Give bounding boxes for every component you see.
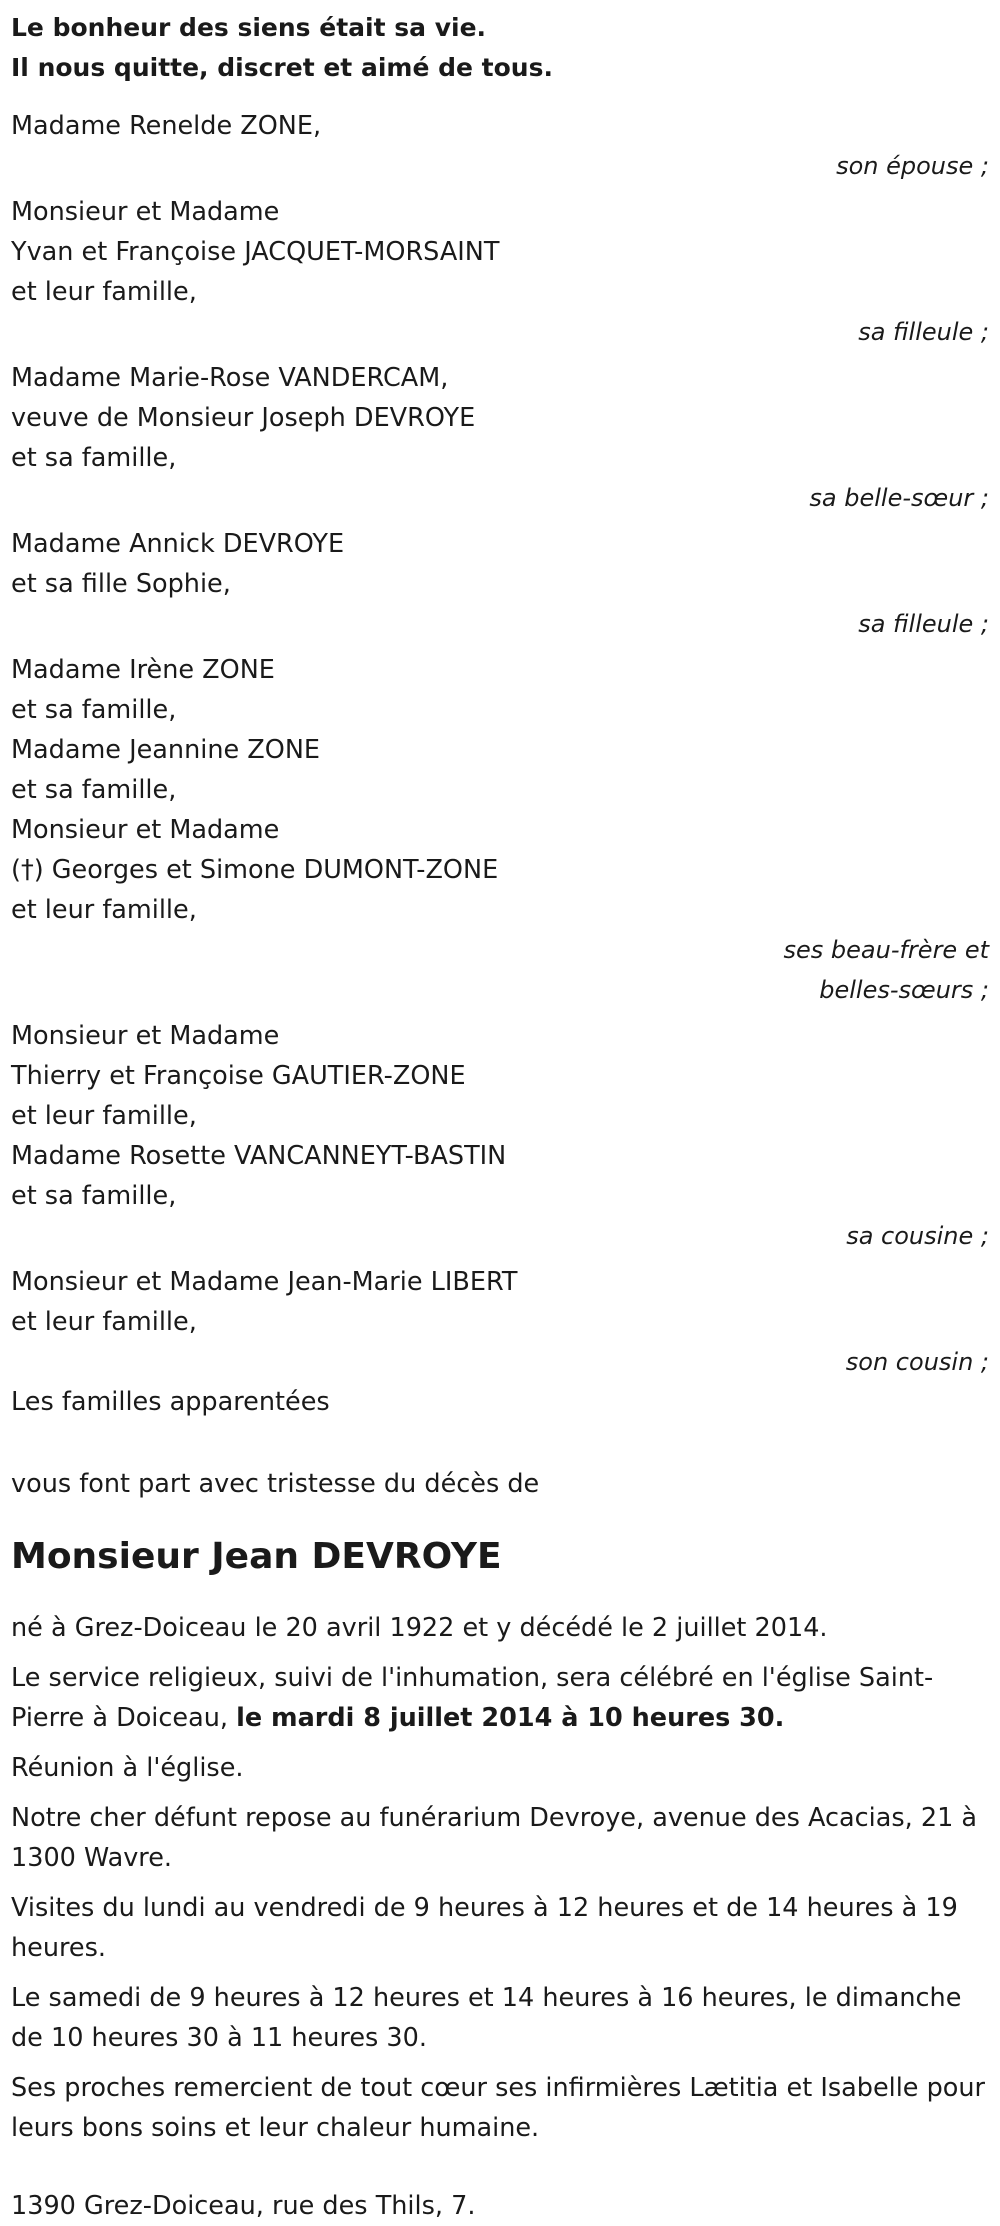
- mourner-line: Thierry et Françoise GAUTIER-ZONE: [11, 1061, 466, 1091]
- relation-label: sa filleule ;: [858, 610, 989, 638]
- birth-death-info: né à Grez-Doiceau le 20 avril 1922 et y décédé le 2 juillet 2014.: [11, 1613, 828, 1643]
- meeting-info: Réunion à l'église.: [11, 1753, 244, 1783]
- weekend-visits-info: Le samedi de 9 heures à 12 heures et 14 heures à 16 heures, le dimanche de 10 heures 30 à 11 heures 30.: [11, 1983, 962, 2053]
- mourner-line: et leur famille,: [11, 277, 197, 307]
- mourner-line: Yvan et Françoise JACQUET-MORSAINT: [11, 237, 500, 267]
- service-date: le mardi 8 juillet 2014 à 10 heures 30.: [236, 1703, 785, 1733]
- mourner-line: et sa famille,: [11, 443, 177, 473]
- relation-label: ses beau-frère et: [783, 936, 989, 964]
- epigraph-line-2: Il nous quitte, discret et aimé de tous.: [11, 53, 553, 82]
- mourner-line: et leur famille,: [11, 1307, 197, 1337]
- funeral-home-info: Notre cher défunt repose au funérarium Devroye, avenue des Acacias, 21 à 1300 Wavre.: [11, 1803, 978, 1873]
- mourner-line: Monsieur et Madame: [11, 197, 280, 227]
- family-address: 1390 Grez-Doiceau, rue des Thils, 7.: [11, 2191, 476, 2221]
- thanks-text: Ses proches remercient de tout cœur ses infirmières Lætitia et Isabelle pour leurs bons soins et leur chaleur humaine.: [11, 2073, 986, 2143]
- relation-label: belles-sœurs ;: [819, 976, 989, 1004]
- service-info: [11, 1658, 991, 1738]
- mourner-group-4: [11, 524, 991, 644]
- mourner-group-5: [11, 650, 991, 1010]
- relation-label: son cousin ;: [845, 1348, 989, 1376]
- mourner-line: Monsieur et Madame: [11, 1021, 280, 1051]
- epigraph-line-1: Le bonheur des siens était sa vie.: [11, 13, 487, 42]
- mourner-line: Madame Annick DEVROYE: [11, 529, 345, 559]
- mourner-line: veuve de Monsieur Joseph DEVROYE: [11, 403, 476, 433]
- deceased-name: Monsieur Jean DEVROYE: [11, 1536, 502, 1577]
- announcement-text: vous font part avec tristesse du décès de: [11, 1469, 540, 1499]
- mourner-line: Monsieur et Madame Jean-Marie LIBERT: [11, 1267, 518, 1297]
- relation-label: sa belle-sœur ;: [809, 484, 989, 512]
- mourner-line: Madame Rosette VANCANNEYT-BASTIN: [11, 1141, 507, 1171]
- mourner-line: Madame Irène ZONE: [11, 655, 275, 685]
- mourner-line: et sa famille,: [11, 775, 177, 805]
- mourner-line: Monsieur et Madame: [11, 815, 280, 845]
- mourner-line: Madame Marie-Rose VANDERCAM,: [11, 363, 449, 393]
- relation-label: son épouse ;: [836, 152, 989, 180]
- mourner-line: Madame Renelde ZONE,: [11, 111, 322, 141]
- mourner-line: et leur famille,: [11, 895, 197, 925]
- mourner-line: et leur famille,: [11, 1101, 197, 1131]
- mourner-line: Madame Jeannine ZONE: [11, 735, 321, 765]
- mourner-group-3: [11, 358, 991, 518]
- mourner-line: et sa famille,: [11, 1181, 177, 1211]
- obituary-notice: [11, 8, 991, 2226]
- mourner-line: (†) Georges et Simone DUMONT-ZONE: [11, 855, 499, 885]
- mourner-group-1: [11, 106, 991, 186]
- mourner-line: et sa fille Sophie,: [11, 569, 231, 599]
- service-text: Le service religieux, suivi de l'inhumation, sera célébré en l'église Saint-Pierre à Doiceau,: [11, 1663, 934, 1733]
- related-families: Les familles apparentées: [11, 1387, 330, 1417]
- mourner-group-6: [11, 1016, 991, 1256]
- mourner-group-2: [11, 192, 991, 352]
- weekday-visits-info: Visites du lundi au vendredi de 9 heures à 12 heures et de 14 heures à 19 heures.: [11, 1893, 958, 1963]
- mourner-line: et sa famille,: [11, 695, 177, 725]
- relation-label: sa filleule ;: [858, 318, 989, 346]
- mourner-group-7: [11, 1262, 991, 1382]
- relation-label: sa cousine ;: [846, 1222, 989, 1250]
